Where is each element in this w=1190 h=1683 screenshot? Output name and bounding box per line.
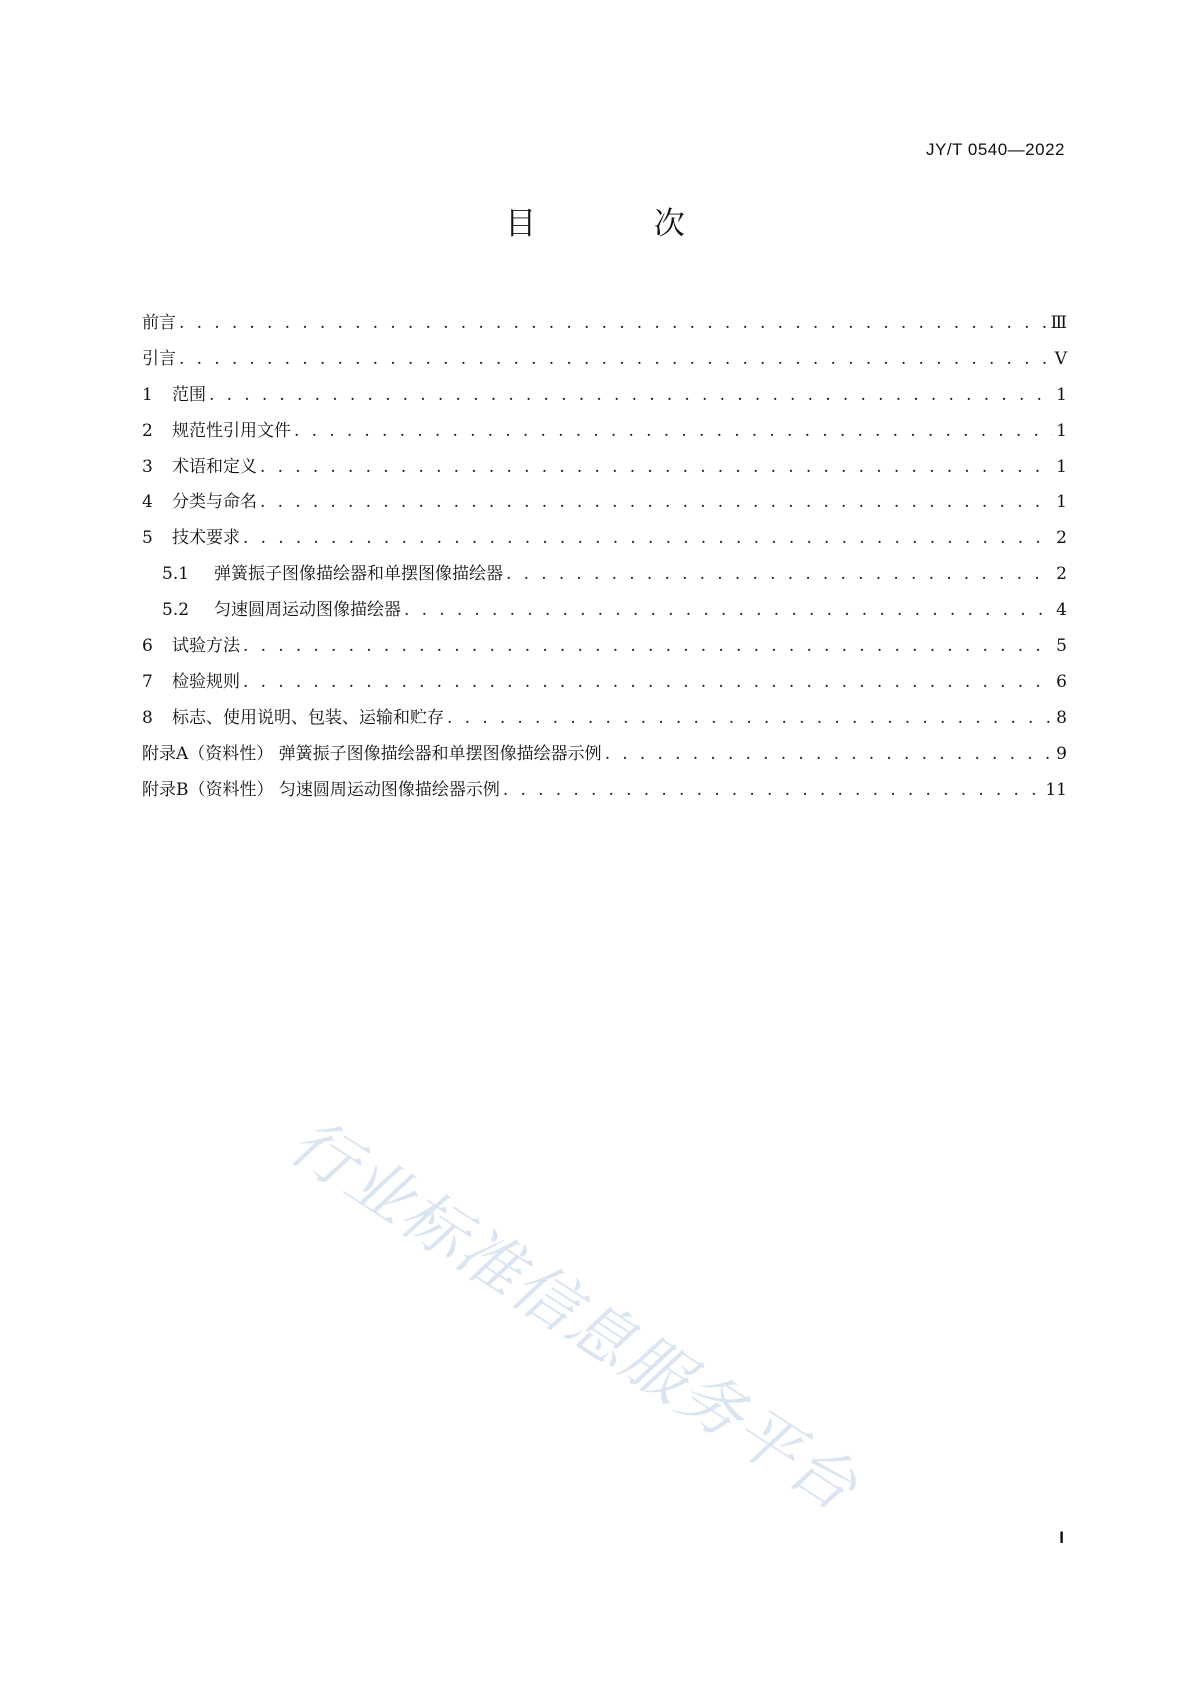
toc-entry-label: 匀速圆周运动图像描绘器 <box>214 600 401 621</box>
page-number: I <box>1059 1528 1064 1547</box>
toc-entry-label: 检验规则 <box>172 671 240 692</box>
toc-entry-label: 附录B（资料性） 匀速圆周运动图像描绘器示例 <box>142 779 500 800</box>
toc-entry-marking-packaging[interactable] <box>142 703 1067 739</box>
document-code: JY/T 0540—2022 <box>926 140 1065 159</box>
toc-entry-page: 2 <box>1056 564 1067 585</box>
toc-entry-number: 5.1 <box>162 564 190 585</box>
toc-entry-label: 前言 <box>142 313 176 333</box>
toc-leader-dots <box>605 744 1053 764</box>
page-title: 目 次 <box>505 206 739 242</box>
toc-entry-number: 3 <box>142 456 153 477</box>
toc-entry-label: 引言 <box>142 348 176 369</box>
toc-leader-dots <box>209 385 1053 405</box>
toc-entry-page: 1 <box>1056 384 1067 405</box>
toc-entry-number: 5.2 <box>162 600 190 621</box>
toc-leader-dots <box>404 600 1053 620</box>
toc-entry-page: 1 <box>1056 492 1067 513</box>
toc-leader-dots <box>260 457 1053 477</box>
toc-entry-page: 9 <box>1056 743 1067 764</box>
toc-leader-dots <box>243 528 1053 548</box>
toc-entry-normative-references[interactable] <box>142 416 1067 452</box>
toc-leader-dots <box>260 492 1053 512</box>
toc-entry-scope[interactable] <box>142 380 1067 416</box>
toc-entry-introduction[interactable] <box>142 344 1067 380</box>
toc-entry-number: 2 <box>142 420 153 441</box>
toc-entry-number: 4 <box>142 492 153 513</box>
toc-entry-page: Ⅴ <box>1054 348 1067 369</box>
toc-entry-label: 弹簧振子图像描绘器和单摆图像描绘器 <box>214 564 503 585</box>
toc-entry-annex-b[interactable] <box>142 775 1067 811</box>
toc-entry-number: 6 <box>142 636 153 657</box>
toc-entry-label: 技术要求 <box>172 528 240 549</box>
toc-entry-classification[interactable] <box>142 487 1067 523</box>
toc-entry-5-1[interactable] <box>142 559 1067 595</box>
toc-entry-label: 标志、使用说明、包装、运输和贮存 <box>172 707 444 728</box>
toc-entry-test-methods[interactable] <box>142 631 1067 667</box>
toc-entry-number: 8 <box>142 707 153 728</box>
toc-entry-annex-a[interactable] <box>142 739 1067 775</box>
toc-entry-inspection-rules[interactable] <box>142 667 1067 703</box>
toc-entry-page: 8 <box>1056 707 1067 728</box>
toc-entry-label: 规范性引用文件 <box>172 420 291 441</box>
toc-leader-dots <box>447 708 1053 728</box>
toc-entry-page: 4 <box>1056 600 1067 621</box>
toc-entry-label: 附录A（资料性） 弹簧振子图像描绘器和单摆图像描绘器示例 <box>142 743 602 764</box>
toc-entry-page: 11 <box>1045 779 1067 800</box>
toc-entry-number: 5 <box>142 528 153 549</box>
toc-leader-dots <box>503 780 1042 800</box>
toc-leader-dots <box>243 636 1053 656</box>
toc-entry-page: 1 <box>1056 456 1067 477</box>
toc-leader-dots <box>294 421 1053 441</box>
toc-leader-dots <box>243 672 1053 692</box>
toc-leader-dots <box>179 313 1048 333</box>
toc-entry-page: 6 <box>1056 671 1067 692</box>
watermark: 行业标准信息服务平台 <box>276 1105 871 1527</box>
toc-entry-technical-requirements[interactable] <box>142 523 1067 559</box>
toc-entry-foreword[interactable] <box>142 308 1067 344</box>
toc-entry-5-2[interactable] <box>142 595 1067 631</box>
toc-entry-number: 1 <box>142 384 153 405</box>
toc-entry-page: 1 <box>1056 420 1067 441</box>
toc-entry-label: 试验方法 <box>172 636 240 657</box>
toc-entry-page: Ⅲ <box>1050 313 1067 333</box>
toc-entry-label: 范围 <box>172 384 206 405</box>
toc-entry-label: 术语和定义 <box>172 456 257 477</box>
toc-entry-page: 5 <box>1056 636 1067 657</box>
toc-leader-dots <box>506 564 1053 584</box>
table-of-contents <box>142 308 1067 810</box>
toc-entry-label: 分类与命名 <box>172 492 257 513</box>
toc-leader-dots <box>179 349 1052 369</box>
toc-entry-page: 2 <box>1056 528 1067 549</box>
toc-entry-number: 7 <box>142 671 153 692</box>
toc-entry-terms-definitions[interactable] <box>142 452 1067 488</box>
